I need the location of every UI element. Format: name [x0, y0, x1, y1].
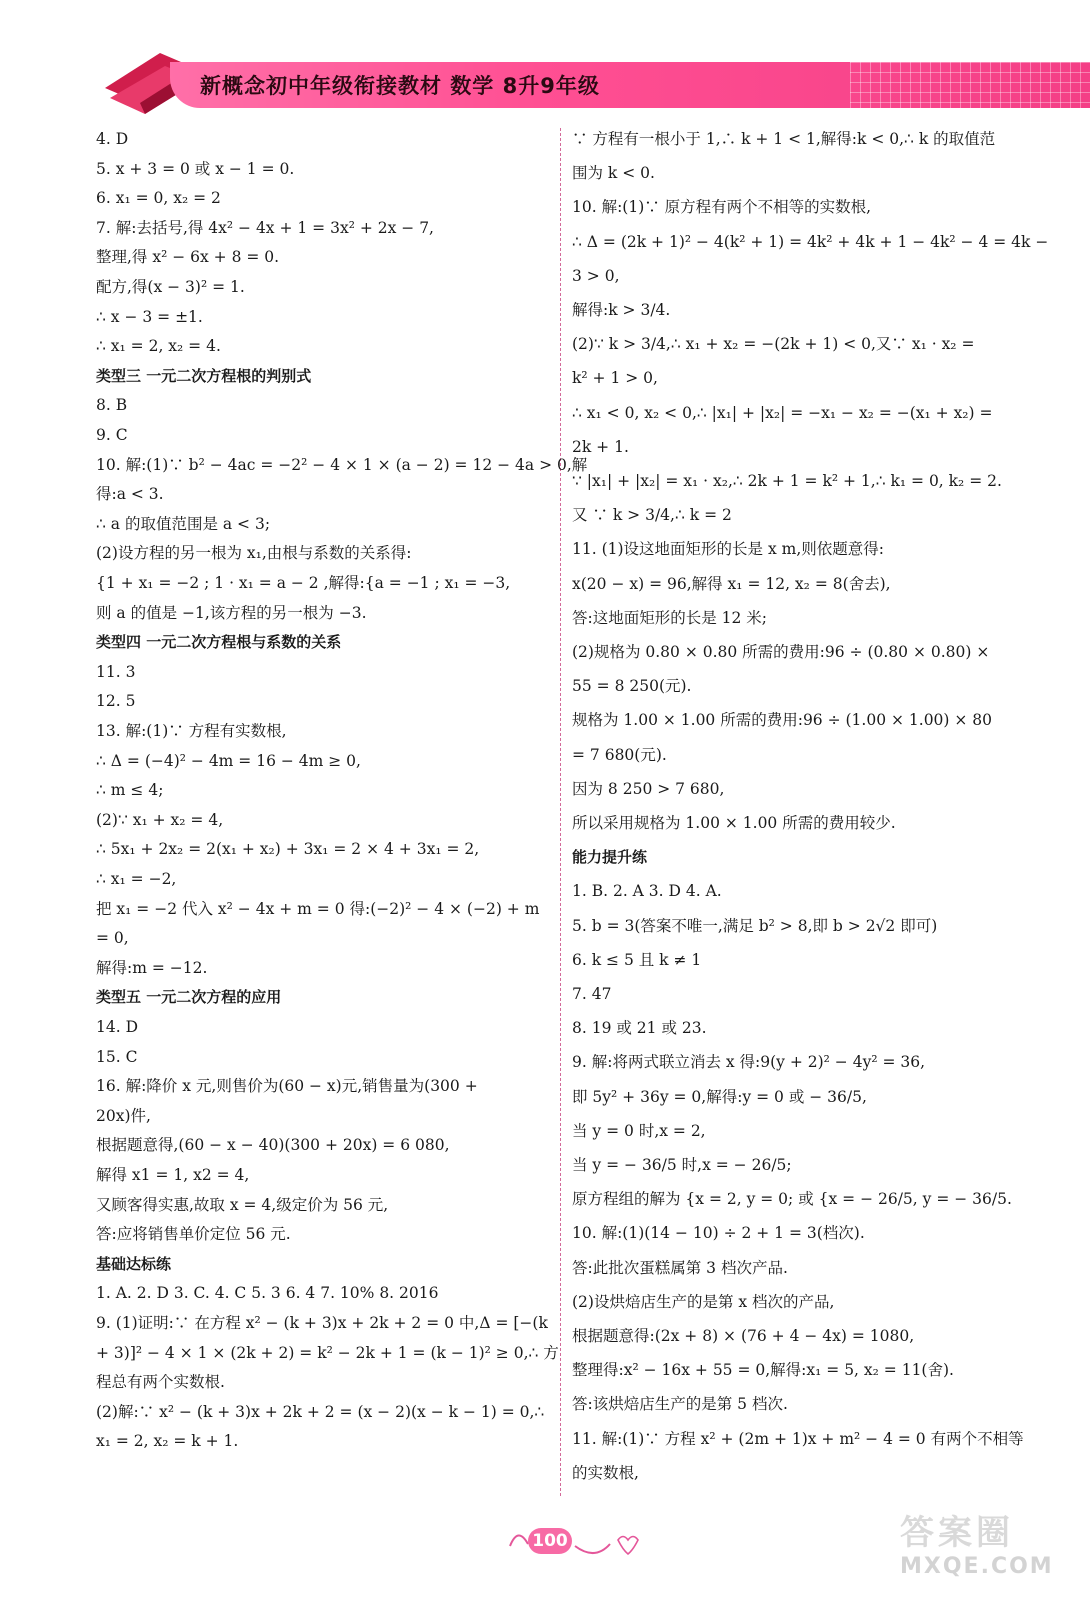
text-line: ∴ a 的取值范围是 a < 3; — [96, 514, 271, 533]
text-line: 整理得:x² − 16x + 55 = 0,解得:x₁ = 5, x₂ = 11(舍). — [572, 1361, 954, 1380]
text-line: (2)∵ k > 3/4,∴ x₁ + x₂ = −(2k + 1) < 0,又∵ x₁ · x₂ = — [572, 335, 975, 354]
text-line: ∴ x − 3 = ±1. — [96, 307, 203, 326]
text-line: ∴ m ≤ 4; — [96, 781, 164, 800]
text-line: 11. 3 — [96, 662, 136, 681]
text-line: 55 = 8 250(元). — [572, 677, 692, 696]
text-line: x(20 − x) = 96,解得 x₁ = 12, x₂ = 8(舍去), — [572, 574, 891, 593]
text-line: 当 y = − 36/5 时,x = − 26/5; — [572, 1156, 792, 1174]
text-line: ∴ x₁ = 2, x₂ = 4. — [96, 337, 221, 356]
text-line: ∴ x₁ < 0, x₂ < 0,∴ |x₁| + |x₂| = −x₁ − x₂ = −(x₁ + x₂) = — [572, 403, 993, 422]
text-line: ∴ x₁ = −2, — [96, 870, 177, 888]
text-line: ∴ Δ = (2k + 1)² − 4(k² + 1) = 4k² + 4k + 1 − 4k² − 4 = 4k − — [572, 232, 1049, 251]
text-line: {1 + x₁ = −2 ; 1 · x₁ = a − 2 ,解得:{a = −1 ; x₁ = −3, — [96, 574, 511, 592]
text-line: 10. 解:(1)(14 − 10) ÷ 2 + 1 = 3(档次). — [572, 1224, 865, 1243]
section-heading: 基础达标练 — [96, 1254, 172, 1273]
text-line: 20x)件, — [96, 1106, 151, 1125]
text-line: + 3)]² − 4 × 1 × (2k + 2) = k² − 2k + 1 = (k − 1)² ≥ 0,∴ 方 — [96, 1343, 559, 1362]
text-line: 解得 x1 = 1, x2 = 4, — [96, 1166, 250, 1184]
text-line: 程总有两个实数根. — [96, 1373, 225, 1392]
header-title: 新概念初中年级衔接教材 数学 8升9年级 — [200, 74, 600, 98]
text-line: k² + 1 > 0, — [572, 369, 658, 388]
watermark-top: 答案圈 — [900, 1513, 1014, 1553]
text-line: (2)∵ x₁ + x₂ = 4, — [96, 810, 224, 829]
text-line: 5. b = 3(答案不唯一,满足 b² > 8,即 b > 2√2 即可) — [572, 916, 938, 935]
text-line: x₁ = 2, x₂ = k + 1. — [96, 1432, 239, 1451]
text-line: 根据题意得,(60 − x − 40)(300 + 20x) = 6 080, — [96, 1136, 450, 1155]
section-heading: 类型三 一元二次方程根的判别式 — [96, 366, 312, 385]
text-line: 解得:k > 3/4. — [572, 301, 671, 319]
column-divider — [560, 128, 561, 1496]
text-line: 得:a < 3. — [96, 485, 164, 504]
text-line: 4. D — [96, 130, 129, 148]
text-line: 答:此批次蛋糕属第 3 档次产品. — [572, 1258, 788, 1277]
text-line: 因为 8 250 > 7 680, — [572, 779, 725, 798]
text-line: (2)规格为 0.80 × 0.80 所需的费用:96 ÷ (0.80 × 0.80) × — [572, 643, 990, 661]
text-line: 14. D — [96, 1018, 139, 1036]
text-line: 11. (1)设这地面矩形的长是 x m,则依题意得: — [572, 540, 884, 559]
text-line: 10. 解:(1)∵ b² − 4ac = −2² − 4 × 1 × (a − 2) = 12 − 4a > 0,解 — [96, 455, 588, 474]
text-line: 9. 解:将两式联立消去 x 得:9(y + 2)² − 4y² = 36, — [572, 1053, 926, 1072]
text-line: 1. B. 2. A 3. D 4. A. — [572, 882, 722, 901]
text-line: 原方程组的解为 {x = 2, y = 0; 或 {x = − 26/5, y = − 36/5. — [572, 1190, 1012, 1209]
text-line: 9. (1)证明:∵ 在方程 x² − (k + 3)x + 2k + 2 = 0 中,Δ = [−(k — [96, 1314, 548, 1332]
text-line: 6. x₁ = 0, x₂ = 2 — [96, 189, 221, 208]
text-line: 9. C — [96, 426, 128, 444]
text-line: 又 ∵ k > 3/4,∴ k = 2 — [572, 506, 732, 525]
text-line: 8. B — [96, 396, 128, 415]
watermark — [900, 1505, 1070, 1585]
text-line: = 7 680(元). — [572, 745, 667, 764]
text-line: (2)设方程的另一根为 x₁,由根与系数的关系得: — [96, 544, 412, 563]
text-line: 围为 k < 0. — [572, 164, 655, 183]
swirl-ornament-icon — [500, 1516, 650, 1566]
section-heading: 能力提升练 — [572, 848, 648, 867]
page-number: 100 — [528, 1528, 572, 1554]
text-line: 又顾客得实惠,故取 x = 4,级定价为 56 元, — [96, 1195, 389, 1214]
text-line: 所以采用规格为 1.00 × 1.00 所需的费用较少. — [572, 814, 896, 832]
text-line: 16. 解:降价 x 元,则售价为(60 − x)元,销售量为(300 + — [96, 1077, 478, 1096]
text-line: 2k + 1. — [572, 437, 629, 456]
text-line: 把 x₁ = −2 代入 x² − 4x + m = 0 得:(−2)² − 4 × (−2) + m — [96, 899, 540, 918]
text-line: ∴ Δ = (−4)² − 4m = 16 − 4m ≥ 0, — [96, 751, 361, 770]
text-line: 根据题意得:(2x + 8) × (76 + 4 − 4x) = 1080, — [572, 1327, 915, 1345]
text-line: (2)解:∵ x² − (k + 3)x + 2k + 2 = (x − 2)(x − k − 1) = 0,∴ — [96, 1402, 545, 1421]
watermark-bottom: MXQE.COM — [900, 1554, 1054, 1579]
text-line: 则 a 的值是 −1,该方程的另一根为 −3. — [96, 603, 367, 622]
text-line: 10. 解:(1)∵ 原方程有两个不相等的实数根, — [572, 198, 872, 217]
text-line: 的实数根, — [572, 1463, 639, 1482]
text-line: = 0, — [96, 929, 129, 948]
text-line: 答:应将销售单价定位 56 元. — [96, 1225, 291, 1244]
text-line: 答:该烘焙店生产的是第 5 档次. — [572, 1395, 788, 1414]
text-line: 1. A. 2. D 3. C. 4. C 5. 3 6. 4 7. 10% 8. 2016 — [96, 1284, 439, 1303]
text-line: 3 > 0, — [572, 266, 620, 285]
footer-ornament — [500, 1516, 650, 1566]
text-line: 12. 5 — [96, 692, 136, 711]
text-line: ∵ |x₁| + |x₂| = x₁ · x₂,∴ 2k + 1 = k² + 1,∴ k₁ = 0, k₂ = 2. — [572, 472, 1002, 490]
text-line: ∵ 方程有一根小于 1,∴ k + 1 < 1,解得:k < 0,∴ k 的取值范 — [572, 130, 996, 148]
text-line: 5. x + 3 = 0 或 x − 1 = 0. — [96, 159, 295, 178]
text-line: 7. 47 — [572, 985, 612, 1003]
text-line: 7. 解:去括号,得 4x² − 4x + 1 = 3x² + 2x − 7, — [96, 218, 434, 237]
text-line: (2)设烘焙店生产的是第 x 档次的产品, — [572, 1292, 835, 1311]
text-line: 15. C — [96, 1047, 138, 1066]
text-line: 解得:m = −12. — [96, 958, 208, 977]
section-heading: 类型五 一元二次方程的应用 — [96, 988, 282, 1007]
text-line: 11. 解:(1)∵ 方程 x² + (2m + 1)x + m² − 4 = 0 有两个不相等 — [572, 1429, 1024, 1448]
text-line: 配方,得(x − 3)² = 1. — [96, 278, 245, 296]
text-line: 当 y = 0 时,x = 2, — [572, 1121, 706, 1140]
text-line: 答:这地面矩形的长是 12 米; — [572, 608, 768, 627]
text-line: 8. 19 或 21 或 23. — [572, 1019, 707, 1038]
text-line: 规格为 1.00 × 1.00 所需的费用:96 ÷ (1.00 × 1.00) × 80 — [572, 711, 993, 730]
page-header — [0, 0, 1090, 130]
section-heading: 类型四 一元二次方程根与系数的关系 — [96, 633, 342, 652]
text-line: 整理,得 x² − 6x + 8 = 0. — [96, 248, 280, 267]
text-line: 即 5y² + 36y = 0,解得:y = 0 或 − 36/5, — [572, 1087, 867, 1106]
text-line: ∴ 5x₁ + 2x₂ = 2(x₁ + x₂) + 3x₁ = 2 × 4 + 3x₁ = 2, — [96, 840, 480, 859]
text-line: 6. k ≤ 5 且 k ≠ 1 — [572, 950, 702, 969]
text-line: 13. 解:(1)∵ 方程有实数根, — [96, 722, 287, 740]
